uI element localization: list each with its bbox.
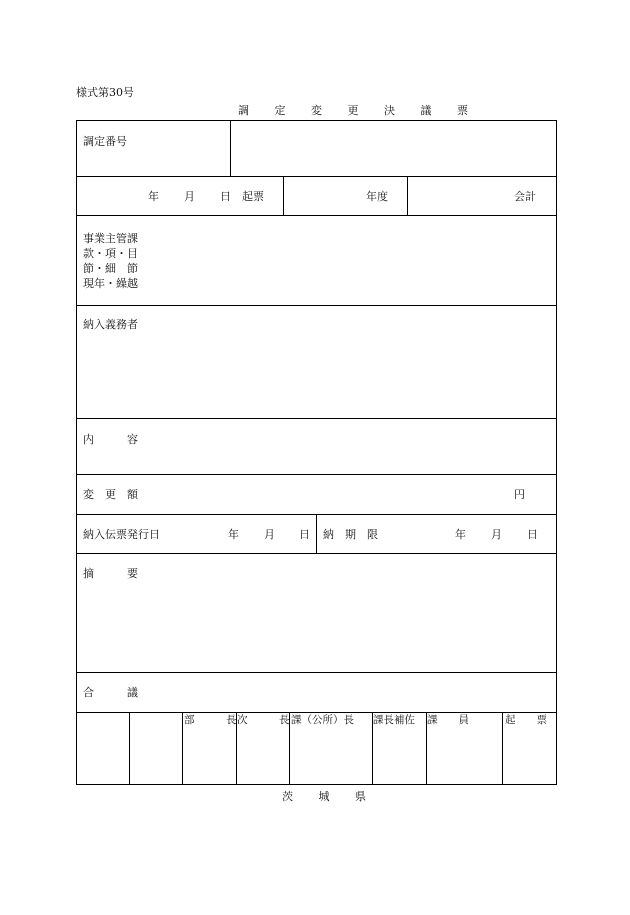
nendo-label: 年度 [366,190,388,203]
approval-header-kacho-hosa: 課長補佐 [373,714,415,726]
deadline-day-label: 日 [527,528,538,541]
deadline-month-label: 月 [491,528,502,541]
deadline-year-label: 年 [455,528,466,541]
col-divider [407,176,408,215]
row-divider [76,305,557,306]
issue-day-label: 日 [299,528,310,541]
chotei-bango-label: 調定番号 [83,135,127,148]
col-divider [283,176,284,215]
row-divider [76,672,557,673]
kaikei-label: 会計 [514,190,536,203]
issue-year-label: 年 [228,528,239,541]
row-divider [76,176,557,177]
budget-line-1: 事業主管課 [83,232,138,245]
naiyo-label: 内 容 [83,433,138,446]
nonyu-denpyo-hakkobi-label: 納入伝票発行日 [83,528,160,541]
date-day-label: 日 [220,190,231,203]
col-divider [230,120,231,176]
approval-header-kain: 課 員 [427,714,469,726]
form-table [76,120,557,785]
approval-header-jicho: 次 長 [237,714,290,726]
budget-line-3: 節・細 節 [83,262,138,275]
yen-label: 円 [514,488,525,501]
approval-header-bucho: 部 長 [184,714,237,726]
aigi-label: 合 議 [83,686,138,699]
date-month-label: 月 [184,190,195,203]
henkogaku-label: 変 更 額 [83,488,138,501]
date-year-label: 年 [148,190,159,203]
budget-line-4: 現年・繰越 [83,277,138,290]
tekiyo-label: 摘 要 [83,567,138,580]
budget-line-2: 款・項・目 [83,247,138,260]
kihyo-label: 起票 [242,190,264,203]
approval-header-kihyo: 起 票 [505,714,547,726]
nonyu-kigen-label: 納 期 限 [323,528,378,541]
nonyu-gimusha-label: 納入義務者 [83,318,138,331]
col-divider [182,712,183,785]
col-divider [316,514,317,553]
row-divider [76,712,557,713]
col-divider [502,712,503,785]
issue-month-label: 月 [264,528,275,541]
approval-header-kacho: 課（公所）長 [291,714,354,726]
row-divider [76,553,557,554]
row-divider [76,418,557,419]
col-divider [129,712,130,785]
page-title: 調 定 変 更 決 議 票 [238,104,479,117]
footer-issuer: 茨 城 県 [282,790,377,803]
row-divider [76,474,557,475]
row-divider [76,215,557,216]
form-number: 様式第30号 [76,86,134,99]
